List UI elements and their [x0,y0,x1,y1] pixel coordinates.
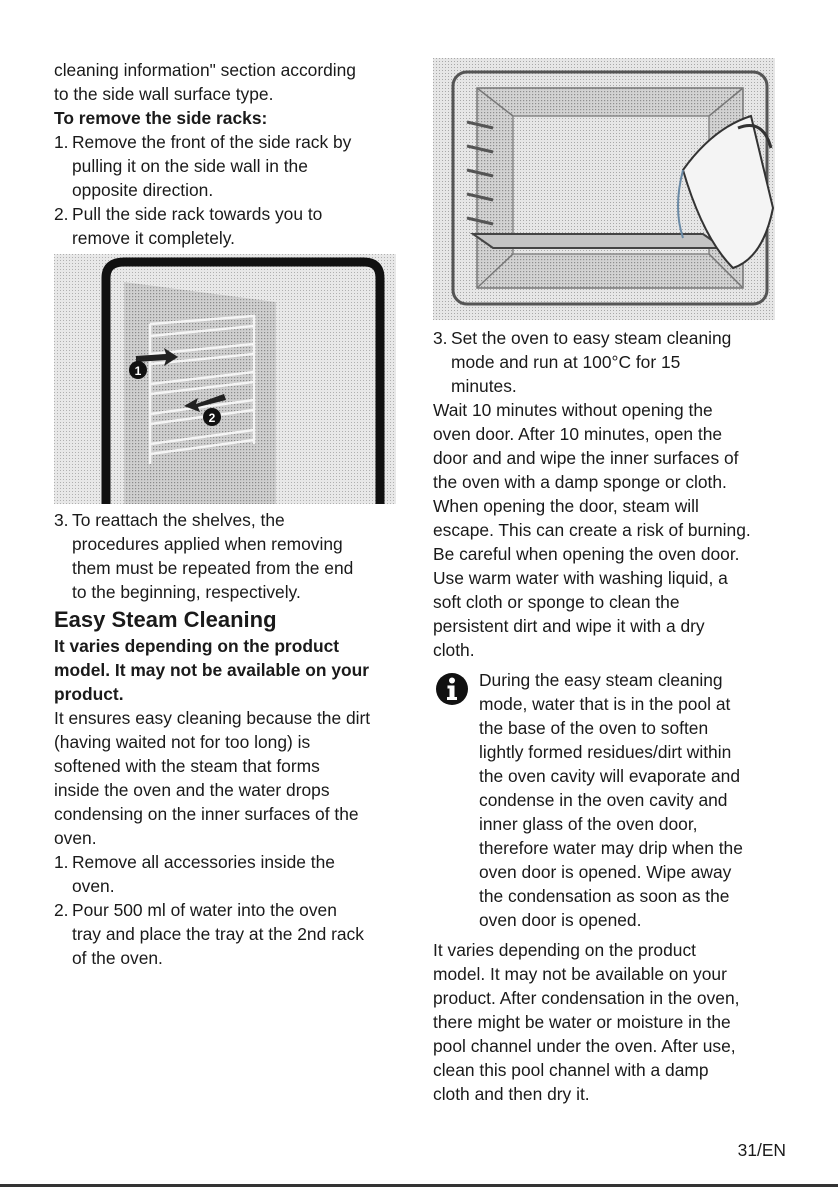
body-line: softened with the steam that forms [54,756,320,776]
step-line: Set the oven to easy steam cleaning [451,328,732,348]
body-line: It varies depending on the product [433,940,696,960]
list-item [54,898,410,970]
body-line: cloth and then dry it. [433,1084,590,1104]
list-item [54,850,410,898]
step-line: minutes. [451,376,517,396]
note-line: oven door is opened. [479,910,642,930]
right-column [433,58,793,1106]
body-line: (having waited not for too long) is [54,732,311,752]
body-line: escape. This can create a risk of burning. [433,520,751,540]
body-line: Wait 10 minutes without opening the [433,400,713,420]
intro-line: to the side wall surface type. [54,84,274,104]
step-line: Pour 500 ml of water into the oven [72,900,337,920]
body-line: clean this pool channel with a damp [433,1060,709,1080]
step-line: of the oven. [72,948,163,968]
list-item [54,202,410,250]
left-column [54,58,410,970]
marker-1 [129,361,147,379]
step-line: Pull the side rack towards you to [72,204,323,224]
body-line: condensing on the inner surfaces of the [54,804,359,824]
step-line: oven. [72,876,115,896]
step-number: 3. [433,328,448,348]
body-line: Be careful when opening the oven door. [433,544,740,564]
marker-2 [203,408,221,426]
body-line: the oven with a damp sponge or cloth. [433,472,727,492]
remove-racks-heading: To remove the side racks: [54,108,268,128]
step-line: Remove all accessories inside the [72,852,335,872]
body-line: there might be water or moisture in the [433,1012,731,1032]
info-icon [435,672,469,706]
oven-figure [433,58,775,320]
step-line: them must be repeated from the end [72,558,354,578]
note-line: lightly formed residues/dirt within [479,742,732,762]
note-line: the condensation as soon as the [479,886,730,906]
step-line: tray and place the tray at the 2nd rack [72,924,364,944]
note-line: the base of the oven to soften [479,718,709,738]
step-line: pulling it on the side wall in the [72,156,308,176]
body-line: cloth. [433,640,475,660]
body-line: oven. [54,828,97,848]
side-rack-illustration [54,254,396,504]
step-line: remove it completely. [72,228,236,248]
list-item [433,326,793,398]
body-line: oven door. After 10 minutes, open the [433,424,723,444]
section-warning [54,634,410,706]
step-number: 1. [54,132,69,152]
body-line: It ensures easy cleaning because the dirt [54,708,371,728]
body-line: soft cloth or sponge to clean the [433,592,680,612]
bottom-rule [0,1184,838,1187]
note-line: mode, water that is in the pool at [479,694,731,714]
body-line: Use warm water with washing liquid, a [433,568,728,588]
warning-line: It varies depending on the product [54,636,340,656]
note-line: condense in the oven cavity and [479,790,728,810]
list-item [54,508,410,604]
body-line: product. After condensation in the oven, [433,988,740,1008]
svg-text:1: 1 [134,364,142,378]
step-number: 1. [54,852,69,872]
body-line: pool channel under the oven. After use, [433,1036,736,1056]
note-line: the oven cavity will evaporate and [479,766,741,786]
step-line: mode and run at 100°C for 15 [451,352,681,372]
body-line: When opening the door, steam will [433,496,699,516]
warning-line: product. [54,684,124,704]
page-number: 31/EN [737,1140,786,1160]
note-line: therefore water may drip when the [479,838,743,858]
step-number: 2. [54,204,69,224]
body-line: model. It may not be available on your [433,964,727,984]
step-line: procedures applied when removing [72,534,343,554]
step-number: 3. [54,510,69,530]
info-note [433,668,793,932]
warning-line: model. It may not be available on your [54,660,370,680]
side-rack-figure [54,254,396,504]
step-line: to the beginning, respectively. [72,582,301,602]
body-line: inside the oven and the water drops [54,780,330,800]
svg-text:2: 2 [208,411,216,425]
list-item [54,130,410,202]
step-line: Remove the front of the side rack by [72,132,352,152]
body-line: door and and wipe the inner surfaces of [433,448,739,468]
oven-water-illustration [433,58,775,320]
note-line: During the easy steam cleaning [479,670,723,690]
body-line: persistent dirt and wipe it with a dry [433,616,705,636]
section-title: Easy Steam Cleaning [54,607,277,632]
note-line: oven door is opened. Wipe away [479,862,732,882]
step-number: 2. [54,900,69,920]
step-line: opposite direction. [72,180,214,200]
intro-line: cleaning information" section according [54,60,356,80]
note-line: inner glass of the oven door, [479,814,698,834]
step-line: To reattach the shelves, the [72,510,285,530]
